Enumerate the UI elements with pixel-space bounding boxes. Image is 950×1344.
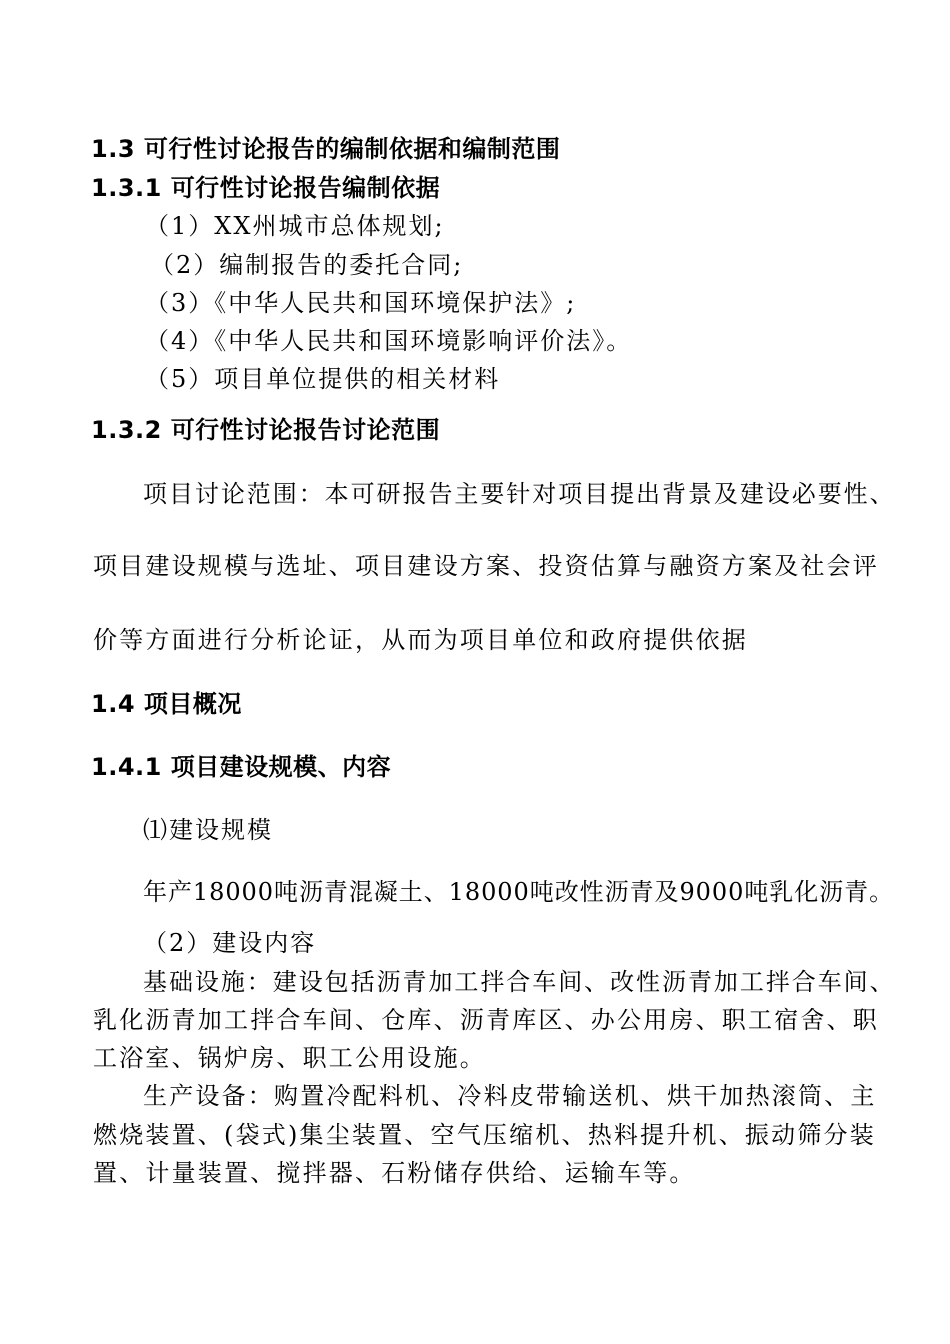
heading-1-4-1: 1.4.1 项目建设规模、内容	[91, 753, 392, 781]
infra-line-2: 乳化沥青加工拌合车间、仓库、沥青库区、办公用房、职工宿舍、职	[93, 1006, 879, 1034]
heading-1-3-2: 1.3.2 可行性讨论报告讨论范围	[91, 416, 441, 444]
equip-line-2: 燃烧装置、(袋式)集尘装置、空气压缩机、热料提升机、振动筛分装	[93, 1121, 876, 1149]
basis-item-4: （4）《中华人民共和国环境影响评价法》。	[145, 327, 633, 355]
basis-item-5: （5）项目单位提供的相关材料	[145, 365, 501, 393]
scope-line-2: 项目建设规模与选址、项目建设方案、投资估算与融资方案及社会评	[93, 552, 879, 580]
basis-item-1: （1）XX州城市总体规划;	[145, 212, 445, 240]
scope-line-3: 价等方面进行分析论证，从而为项目单位和政府提供依据	[93, 626, 748, 654]
content-label: （2）建设内容	[143, 929, 317, 957]
infra-line-1: 基础设施：建设包括沥青加工拌合车间、改性沥青加工拌合车间、	[143, 968, 896, 996]
scale-label: ⑴建设规模	[143, 816, 273, 844]
equip-line-3: 置、计量装置、搅拌器、石粉储存供给、运输车等。	[93, 1159, 696, 1187]
basis-item-3: （3）《中华人民共和国环境保护法》;	[145, 289, 577, 317]
basis-item-2: （2）编制报告的委托合同;	[150, 251, 464, 279]
heading-1-4: 1.4 项目概况	[91, 690, 242, 718]
scale-text: 年产18000吨沥青混凝土、18000吨改性沥青及9000吨乳化沥青。	[143, 878, 895, 906]
equip-line-1: 生产设备：购置冷配料机、冷料皮带输送机、烘干加热滚筒、主	[143, 1082, 877, 1110]
heading-1-3-1: 1.3.1 可行性讨论报告编制依据	[91, 174, 441, 202]
scope-line-1: 项目讨论范围：本可研报告主要针对项目提出背景及建设必要性、	[143, 480, 896, 508]
infra-line-3: 工浴室、锅炉房、职工公用设施。	[93, 1044, 486, 1072]
heading-1-3: 1.3 可行性讨论报告的编制依据和编制范围	[91, 135, 561, 163]
